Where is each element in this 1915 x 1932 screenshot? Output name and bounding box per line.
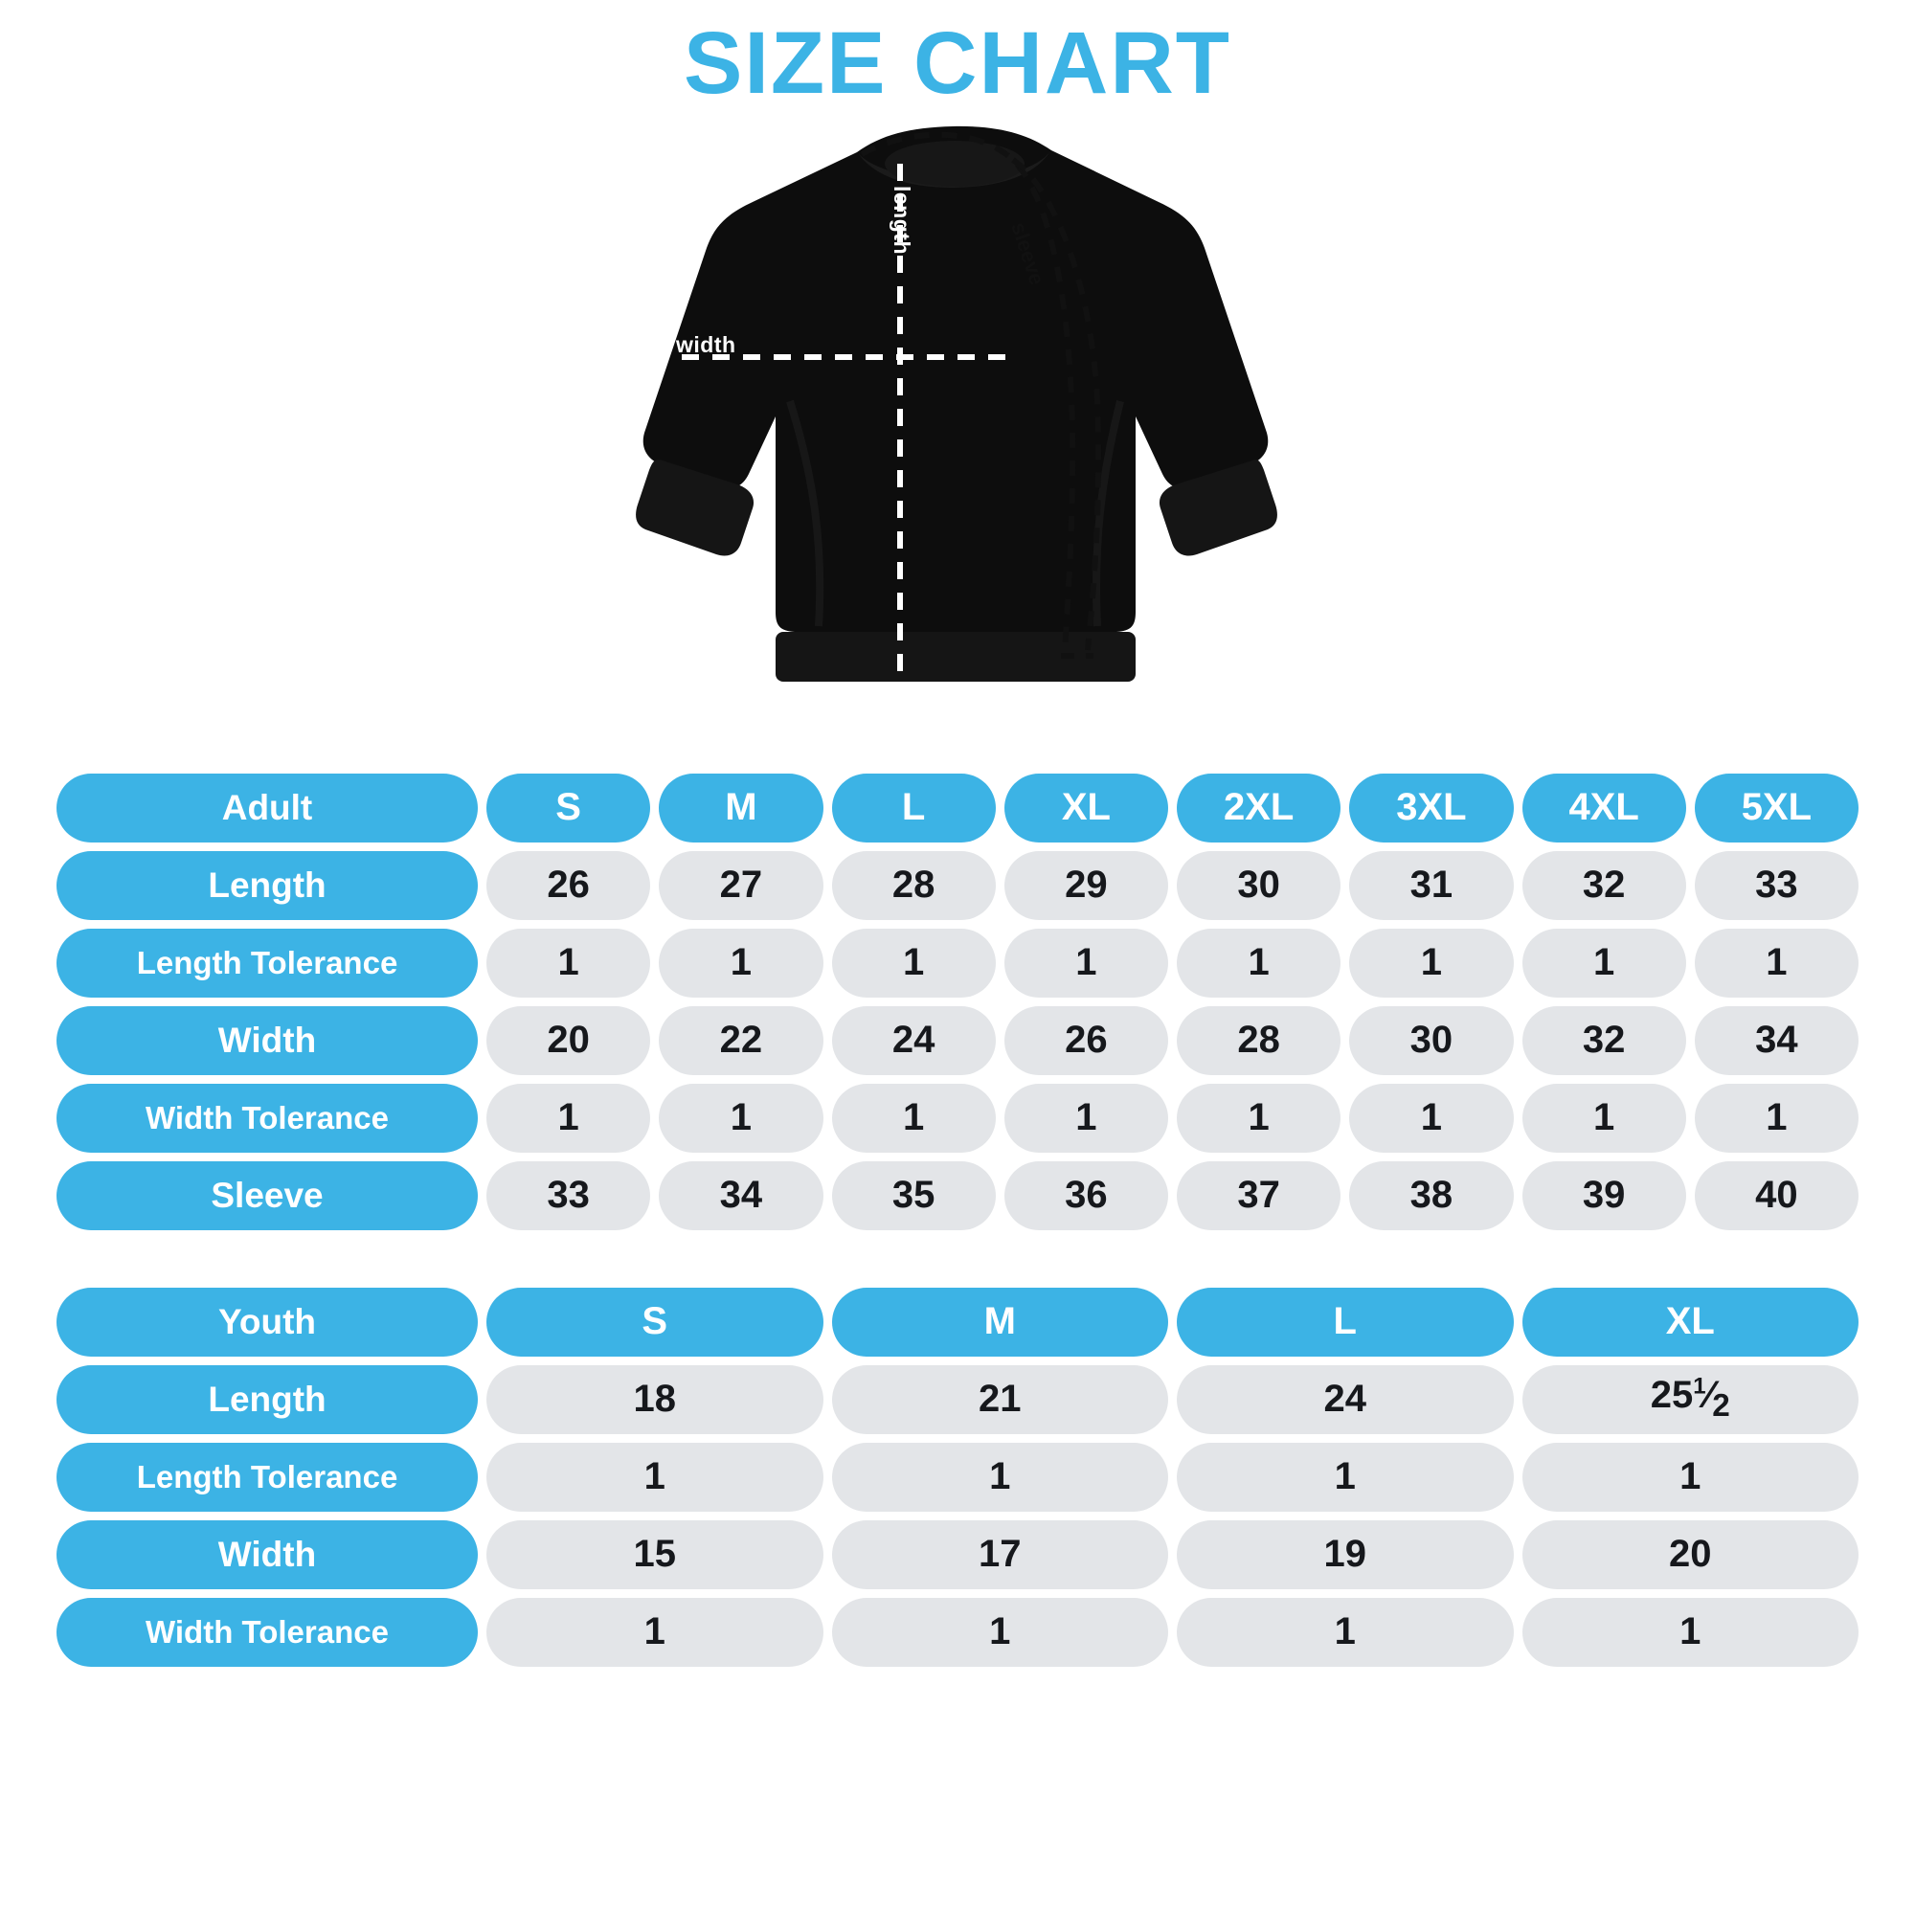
youth-length-tol-s: 1 bbox=[486, 1443, 823, 1512]
garment-illustration bbox=[622, 114, 1293, 765]
adult-length-tol-xl: 1 bbox=[1004, 929, 1168, 998]
youth-size-table bbox=[48, 1279, 1867, 1675]
adult-width-tol-3xl: 1 bbox=[1349, 1084, 1513, 1153]
adult-size-table-block bbox=[48, 765, 1867, 1239]
adult-length-tol-4xl: 1 bbox=[1522, 929, 1686, 998]
adult-sleeve-xl: 36 bbox=[1004, 1161, 1168, 1230]
adult-row-label-width-tolerance: Width Tolerance bbox=[56, 1084, 478, 1153]
adult-width-tol-4xl: 1 bbox=[1522, 1084, 1686, 1153]
adult-row-label-length: Length bbox=[56, 851, 478, 920]
adult-length-5xl: 33 bbox=[1695, 851, 1859, 920]
youth-length-tol-xl: 1 bbox=[1522, 1443, 1859, 1512]
youth-length-xl bbox=[1522, 1365, 1859, 1434]
youth-length-m: 21 bbox=[832, 1365, 1169, 1434]
adult-col-l: L bbox=[832, 774, 996, 842]
table-row bbox=[56, 1161, 1859, 1230]
adult-length-tol-3xl: 1 bbox=[1349, 929, 1513, 998]
youth-row-label-length-tolerance: Length Tolerance bbox=[56, 1443, 478, 1512]
adult-sleeve-m: 34 bbox=[659, 1161, 822, 1230]
youth-width-m: 17 bbox=[832, 1520, 1169, 1589]
adult-row-label-sleeve: Sleeve bbox=[56, 1161, 478, 1230]
adult-length-s: 26 bbox=[486, 851, 650, 920]
youth-length-l: 24 bbox=[1177, 1365, 1514, 1434]
adult-width-tol-2xl: 1 bbox=[1177, 1084, 1340, 1153]
adult-size-table bbox=[48, 765, 1867, 1239]
table-row bbox=[56, 1006, 1859, 1075]
table-row-header bbox=[56, 774, 1859, 842]
table-row-header bbox=[56, 1288, 1859, 1357]
youth-length-tol-m: 1 bbox=[832, 1443, 1169, 1512]
youth-row-label-width-tolerance: Width Tolerance bbox=[56, 1598, 478, 1667]
adult-width-tol-5xl: 1 bbox=[1695, 1084, 1859, 1153]
adult-sleeve-l: 35 bbox=[832, 1161, 996, 1230]
adult-row-label-length-tolerance: Length Tolerance bbox=[56, 929, 478, 998]
page-title: SIZE CHART bbox=[684, 14, 1231, 112]
adult-width-2xl: 28 bbox=[1177, 1006, 1340, 1075]
adult-sleeve-4xl: 39 bbox=[1522, 1161, 1686, 1230]
adult-col-4xl: 4XL bbox=[1522, 774, 1686, 842]
youth-width-tol-l: 1 bbox=[1177, 1598, 1514, 1667]
width-measure-label: width bbox=[676, 331, 736, 357]
adult-width-s: 20 bbox=[486, 1006, 650, 1075]
sweatshirt-image bbox=[622, 114, 1293, 765]
length-measure-label: length bbox=[890, 185, 914, 255]
adult-length-m: 27 bbox=[659, 851, 822, 920]
adult-length-tol-s: 1 bbox=[486, 929, 650, 998]
adult-width-4xl: 32 bbox=[1522, 1006, 1686, 1075]
table-row bbox=[56, 851, 1859, 920]
youth-col-m: M bbox=[832, 1288, 1169, 1357]
adult-sleeve-3xl: 38 bbox=[1349, 1161, 1513, 1230]
sleeve-measure-label: sleeve bbox=[1006, 218, 1049, 288]
adult-length-3xl: 31 bbox=[1349, 851, 1513, 920]
youth-row-label-width: Width bbox=[56, 1520, 478, 1589]
table-row bbox=[56, 1084, 1859, 1153]
youth-width-l: 19 bbox=[1177, 1520, 1514, 1589]
adult-col-3xl: 3XL bbox=[1349, 774, 1513, 842]
adult-length-4xl: 32 bbox=[1522, 851, 1686, 920]
adult-length-2xl: 30 bbox=[1177, 851, 1340, 920]
adult-length-xl: 29 bbox=[1004, 851, 1168, 920]
adult-width-5xl: 34 bbox=[1695, 1006, 1859, 1075]
adult-sleeve-2xl: 37 bbox=[1177, 1161, 1340, 1230]
adult-sleeve-s: 33 bbox=[486, 1161, 650, 1230]
adult-width-tol-m: 1 bbox=[659, 1084, 822, 1153]
adult-length-tol-l: 1 bbox=[832, 929, 996, 998]
adult-header-label: Adult bbox=[56, 774, 478, 842]
adult-col-s: S bbox=[486, 774, 650, 842]
youth-length-tol-l: 1 bbox=[1177, 1443, 1514, 1512]
youth-col-s: S bbox=[486, 1288, 823, 1357]
table-row bbox=[56, 1598, 1859, 1667]
adult-length-tol-5xl: 1 bbox=[1695, 929, 1859, 998]
adult-col-2xl: 2XL bbox=[1177, 774, 1340, 842]
adult-width-m: 22 bbox=[659, 1006, 822, 1075]
size-chart-page bbox=[0, 14, 1915, 1932]
table-row bbox=[56, 929, 1859, 998]
adult-col-5xl: 5XL bbox=[1695, 774, 1859, 842]
adult-length-tol-m: 1 bbox=[659, 929, 822, 998]
adult-width-l: 24 bbox=[832, 1006, 996, 1075]
adult-width-tol-s: 1 bbox=[486, 1084, 650, 1153]
youth-header-label: Youth bbox=[56, 1288, 478, 1357]
youth-size-table-block bbox=[48, 1279, 1867, 1675]
youth-col-xl: XL bbox=[1522, 1288, 1859, 1357]
youth-col-l: L bbox=[1177, 1288, 1514, 1357]
youth-length-s: 18 bbox=[486, 1365, 823, 1434]
youth-width-tol-s: 1 bbox=[486, 1598, 823, 1667]
adult-width-xl: 26 bbox=[1004, 1006, 1168, 1075]
table-row bbox=[56, 1443, 1859, 1512]
youth-row-label-length: Length bbox=[56, 1365, 478, 1434]
youth-width-tol-m: 1 bbox=[832, 1598, 1169, 1667]
table-row bbox=[56, 1520, 1859, 1589]
adult-length-l: 28 bbox=[832, 851, 996, 920]
youth-width-xl: 20 bbox=[1522, 1520, 1859, 1589]
adult-col-m: M bbox=[659, 774, 822, 842]
adult-width-tol-l: 1 bbox=[832, 1084, 996, 1153]
adult-width-3xl: 30 bbox=[1349, 1006, 1513, 1075]
adult-row-label-width: Width bbox=[56, 1006, 478, 1075]
youth-width-tol-xl: 1 bbox=[1522, 1598, 1859, 1667]
adult-width-tol-xl: 1 bbox=[1004, 1084, 1168, 1153]
adult-sleeve-5xl: 40 bbox=[1695, 1161, 1859, 1230]
youth-length-xl-value: $25^1⁄_2$ bbox=[1650, 1373, 1730, 1425]
table-spacer bbox=[0, 1239, 1915, 1279]
table-row bbox=[56, 1365, 1859, 1434]
adult-col-xl: XL bbox=[1004, 774, 1168, 842]
adult-length-tol-2xl: 1 bbox=[1177, 929, 1340, 998]
youth-width-s: 15 bbox=[486, 1520, 823, 1589]
